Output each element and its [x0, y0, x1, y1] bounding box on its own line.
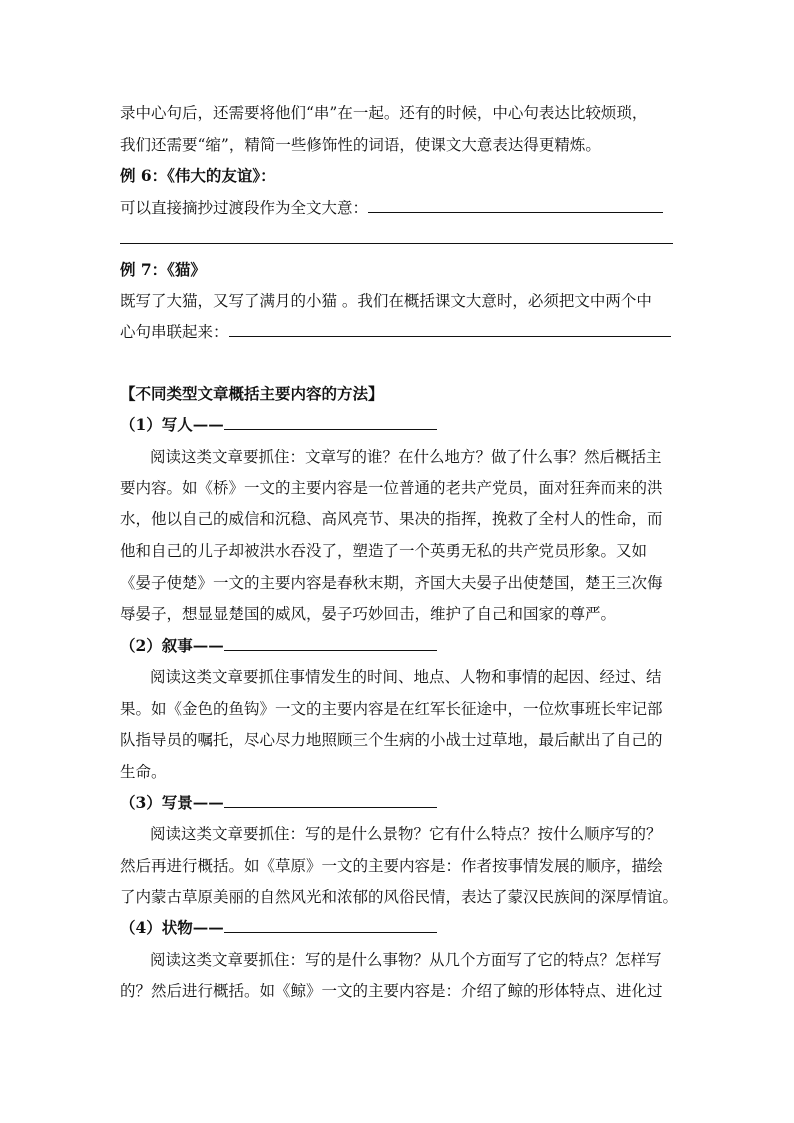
section-heading: 【不同类型文章概括主要内容的方法】 — [120, 384, 384, 403]
method-1-label-row — [120, 415, 680, 435]
example-7-title: 例 7：《猫》 — [120, 260, 206, 279]
example-6-prompt: 可以直接摘抄过渡段作为全文大意： — [120, 199, 369, 217]
method-2-para-line: 阅读这类文章要抓住事情发生的时间、地点、人物和事情的起因、经过、结 — [150, 668, 662, 686]
method-1-para-line: 阅读这类文章要抓住：文章写的谁？在什么地方？做了什么事？然后概括主 — [150, 448, 662, 466]
example-7-line-2: 心句串联起来： — [120, 323, 229, 341]
method-4-label: （4）状物—— — [120, 918, 224, 937]
method-1-label: （1）写人—— — [120, 415, 224, 434]
intro-line-2: 我们还需要“缩”，精简一些修饰性的词语，使课文大意表达得更精炼。 — [120, 136, 601, 154]
example-7-answer-blank[interactable] — [229, 322, 671, 337]
method-3-para-line: 阅读这类文章要抓住：写的是什么景物？它有什么特点？按什么顺序写的？ — [150, 825, 662, 843]
method-2-blank[interactable] — [224, 636, 437, 651]
method-2-para-line: 队指导员的嘱托，尽心尽力地照顾三个生病的小战士过草地，最后献出了自己的 — [120, 731, 663, 749]
method-3-para-line: 了内蒙古草原美丽的自然风光和浓郁的风俗民情，表达了蒙汉民族间的深厚情谊。 — [120, 888, 679, 906]
method-3-label: （3）写景—— — [120, 793, 224, 812]
example-7-line-2-row — [120, 322, 680, 342]
method-4-para-line: 的？然后进行概括。如《鲸》一文的主要内容是：介绍了鲸的形体特点、进化过 — [120, 982, 663, 1000]
method-4-label-row — [120, 918, 680, 938]
method-1-para-line: 水，他以自己的威信和沉稳、高风亮节、果决的指挥，挽救了全村人的性命，而 — [120, 510, 663, 528]
method-2-para-line: 果。如《金色的鱼钩》一文的主要内容是在红军长征途中，一位炊事班长牢记部 — [120, 700, 663, 718]
method-2-label-row — [120, 636, 680, 656]
example-6-title: 例 6：《伟大的友谊》： — [120, 166, 276, 185]
method-3-label-row — [120, 793, 680, 813]
method-4-para-line: 阅读这类文章要抓住：写的是什么事物？从几个方面写了它的特点？怎样写 — [150, 951, 662, 969]
method-3-blank[interactable] — [224, 793, 437, 808]
method-2-label: （2）叙事—— — [120, 636, 224, 655]
intro-line-1: 录中心句后，还需要将他们“串”在一起。还有的时候，中心句表达比较烦琐， — [120, 104, 648, 122]
method-4-blank[interactable] — [224, 918, 437, 933]
method-1-para-line: 《晏子使楚》一文的主要内容是春秋末期，齐国大夫晏子出使楚国，楚王三次侮 — [120, 574, 663, 592]
method-1-blank[interactable] — [224, 415, 437, 430]
method-1-para-line: 辱晏子，想显显楚国的威风，晏子巧妙回击，维护了自己和国家的尊严。 — [120, 605, 617, 623]
method-3-para-line: 然后再进行概括。如《草原》一文的主要内容是：作者按事情发展的顺序，描绘 — [120, 857, 663, 875]
example-6-answer-blank[interactable] — [368, 198, 663, 213]
method-2-para-line: 生命。 — [120, 763, 167, 781]
example-6-prompt-row — [120, 198, 680, 218]
method-1-para-line: 他和自己的儿子却被洪水吞没了，塑造了一个英勇无私的共产党员形象。又如 — [120, 542, 648, 560]
method-1-para-line: 要内容。如《桥》一文的主要内容是一位普通的老共产党员，面对狂奔而来的洪 — [120, 479, 663, 497]
example-7-line-1: 既写了大猫，又写了满月的小猫 。我们在概括课文大意时，必须把文中两个中 — [120, 292, 652, 310]
example-6-answer-line-2[interactable] — [120, 243, 673, 244]
